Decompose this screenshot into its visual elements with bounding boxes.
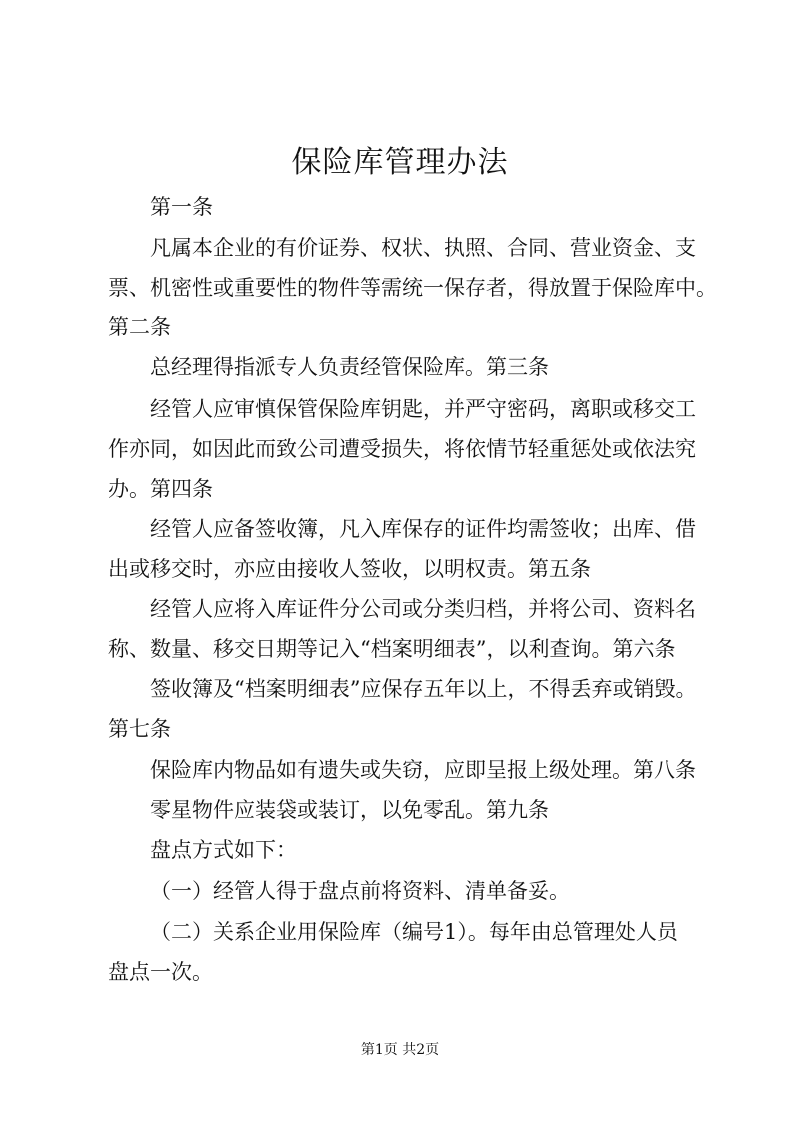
paragraph-line: 盘点方式如下： bbox=[150, 838, 297, 862]
list-item: （一）经管人得于盘点前将资料、清单备妥。 bbox=[150, 879, 570, 903]
paragraph-line: 凡属本企业的有价证券、权状、执照、合同、营业资金、支 bbox=[150, 236, 696, 260]
paragraph-line: 出或移交时，亦应由接收人签收，以明权责。第五条 bbox=[108, 557, 591, 581]
paragraph-line: 签收簿及“档案明细表”应保存五年以上，不得丢弃或销毁。 bbox=[150, 677, 697, 701]
paragraph-line: 保险库内物品如有遗失或失窃，应即呈报上级处理。第八条 bbox=[150, 758, 696, 782]
paragraph-line: 办。第四条 bbox=[108, 477, 213, 501]
article-heading: 第一条 bbox=[150, 195, 213, 219]
paragraph-line: 盘点一次。 bbox=[108, 960, 213, 984]
article-heading: 第二条 bbox=[108, 315, 171, 339]
paragraph-line: 作亦同，如因此而致公司遭受损失，将依情节轻重惩处或依法究 bbox=[108, 437, 696, 461]
paragraph-line: 零星物件应装袋或装订，以免零乱。第九条 bbox=[150, 798, 549, 822]
list-item: （二）关系企业用保险库（编号1）。每年由总管理处人员 bbox=[150, 920, 678, 944]
paragraph-line: 经管人应审慎保管保险库钥匙，并严守密码，离职或移交工 bbox=[150, 397, 696, 421]
document-title: 保险库管理办法 bbox=[291, 145, 509, 180]
paragraph-line: 票、机密性或重要性的物件等需统一保存者，得放置于保险库中。 bbox=[108, 276, 717, 300]
paragraph-line: 总经理得指派专人负责经管保险库。第三条 bbox=[150, 355, 549, 379]
page-footer: 第1页 共2页 bbox=[360, 1042, 440, 1058]
article-heading: 第七条 bbox=[108, 717, 171, 741]
paragraph-line: 经管人应备签收簿，凡入库保存的证件均需签收；出库、借 bbox=[150, 517, 696, 541]
paragraph-line: 称、数量、移交日期等记入“档案明细表”，以利查询。第六条 bbox=[108, 637, 676, 661]
paragraph-line: 经管人应将入库证件分公司或分类归档，并将公司、资料名 bbox=[150, 597, 696, 621]
